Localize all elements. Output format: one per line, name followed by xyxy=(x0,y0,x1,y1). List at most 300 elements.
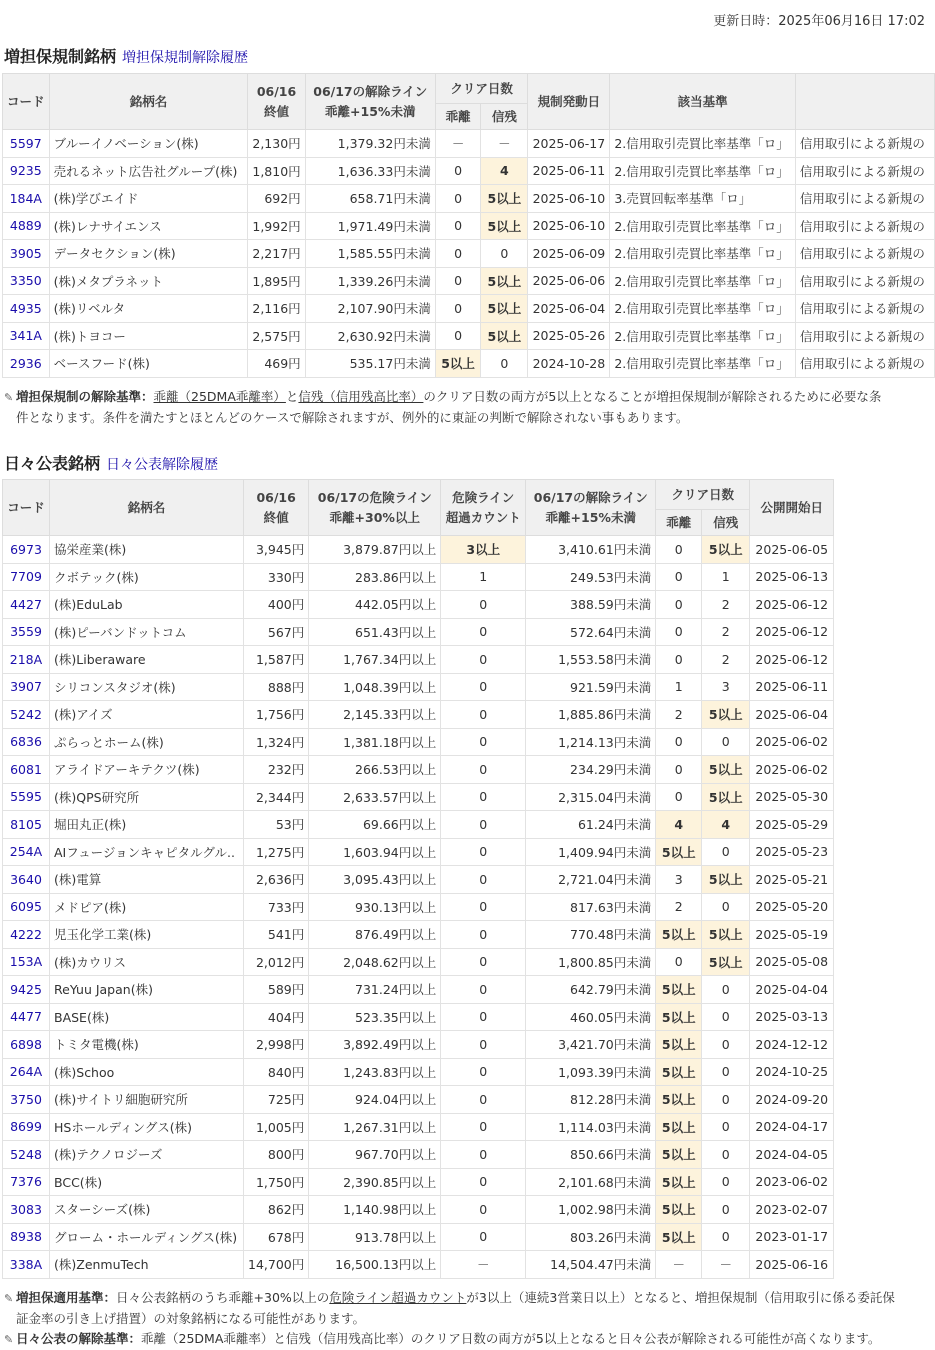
danger-line: 3,095.43円以上 xyxy=(309,866,441,894)
stock-code-link[interactable]: 6898 xyxy=(3,1031,50,1059)
shinzan-days: 0 xyxy=(702,1113,750,1141)
criteria: 2.信用取引売買比率基準「ロ」 xyxy=(610,157,796,185)
shinzan-days: 0 xyxy=(702,1168,750,1196)
kairi-days: 0 xyxy=(656,646,702,674)
stock-name: データセクション(株) xyxy=(49,240,248,268)
close-price: 541円 xyxy=(244,921,309,949)
regulation-note: 信用取引による新規の xyxy=(795,130,934,158)
regulation-note: 信用取引による新規の xyxy=(795,267,934,295)
table-row xyxy=(3,948,834,976)
release-line: 2,721.04円未満 xyxy=(526,866,656,894)
disclosure-date: 2024-04-05 xyxy=(750,1141,834,1169)
stock-name: (株)ピーバンドットコム xyxy=(50,618,244,646)
col2-count: 危険ライン 超過カウント xyxy=(441,480,526,536)
disclosure-date: 2025-05-30 xyxy=(750,783,834,811)
col2-danger-line: 06/17の危険ライン 乖離+30%以上 xyxy=(309,480,441,536)
col2-close: 06/16 終値 xyxy=(244,480,309,536)
kairi-days: － xyxy=(435,130,480,158)
criteria: 3.売買回転率基準「ロ」 xyxy=(610,185,796,213)
danger-count: 0 xyxy=(441,1168,526,1196)
disclosure-date: 2025-06-12 xyxy=(750,618,834,646)
stock-code-link[interactable]: 338A xyxy=(3,1251,50,1279)
table-row xyxy=(3,350,935,378)
stock-code-link[interactable]: 153A xyxy=(3,948,50,976)
col-criteria: 該当基準 xyxy=(610,74,796,130)
release-line: 1,553.58円未満 xyxy=(526,646,656,674)
release-line: 817.63円未満 xyxy=(526,893,656,921)
kairi-days: 2 xyxy=(656,701,702,729)
release-line: 1,339.26円未満 xyxy=(305,267,435,295)
close-price: 862円 xyxy=(244,1196,309,1224)
regulation-date: 2025-06-17 xyxy=(528,130,610,158)
close-price: 14,700円 xyxy=(244,1251,309,1279)
close-price: 2,217円 xyxy=(248,240,305,268)
col-clear-days: クリア日数 xyxy=(435,74,528,104)
stock-name: (株)Schoo xyxy=(50,1058,244,1086)
col2-name: 銘柄名 xyxy=(50,480,244,536)
stock-code-link[interactable]: 6095 xyxy=(3,893,50,921)
stock-code-link[interactable]: 184A xyxy=(3,185,50,213)
table-row xyxy=(3,240,935,268)
shinzan-days: 2 xyxy=(702,646,750,674)
stock-name: トミタ電機(株) xyxy=(50,1031,244,1059)
kairi-days: 5以上 xyxy=(656,1168,702,1196)
table-row xyxy=(3,157,935,185)
kairi-days: 5以上 xyxy=(435,350,480,378)
close-price: 1,992円 xyxy=(248,212,305,240)
danger-count: 0 xyxy=(441,646,526,674)
stock-code-link[interactable]: 9425 xyxy=(3,976,50,1004)
kairi-days: 5以上 xyxy=(656,976,702,1004)
regulation-date: 2025-06-10 xyxy=(528,185,610,213)
close-price: 692円 xyxy=(248,185,305,213)
stock-code-link[interactable]: 2936 xyxy=(3,350,50,378)
margin-regulation-table xyxy=(2,73,935,378)
release-line: 1,379.32円未満 xyxy=(305,130,435,158)
stock-code-link[interactable]: 218A xyxy=(3,646,50,674)
close-price: 1,275円 xyxy=(244,838,309,866)
stock-name: 児玉化学工業(株) xyxy=(50,921,244,949)
release-line: 1,800.85円未満 xyxy=(526,948,656,976)
danger-count: 0 xyxy=(441,1141,526,1169)
close-price: 1,895円 xyxy=(248,267,305,295)
close-price: 53円 xyxy=(244,811,309,839)
stock-code-link[interactable]: 6973 xyxy=(3,536,50,564)
stock-code-link[interactable]: 341A xyxy=(3,322,50,350)
danger-count: 0 xyxy=(441,1058,526,1086)
section2-history-link[interactable]: 日々公表解除履歴 xyxy=(106,457,219,473)
section2-note: ✎ 増担保適用基準：日々公表銘柄のうち乖離+30%以上の危険ライン超過カウントが3以上（連続3営業日以上）となると、増担保規制（信用取引に係る委託保 証金率の引き上げ措置）の対象銘柄になる可能性があります。 ✎ 日々公表の解除基準：乖離（25DMA乖離率）と信残（信用残高比率）のクリア日数の両方が5以上となると日々公表が解除される可能性が高くなります。 xyxy=(4,1288,929,1350)
table-row xyxy=(3,185,935,213)
kairi-days: 0 xyxy=(435,322,480,350)
shinzan-days: 5以上 xyxy=(481,295,528,323)
table-row xyxy=(3,295,935,323)
table-row xyxy=(3,893,834,921)
pencil-icon: ✎ xyxy=(4,1333,14,1346)
shinzan-days: 0 xyxy=(481,240,528,268)
release-line: 388.59円未満 xyxy=(526,591,656,619)
table-row xyxy=(3,536,834,564)
stock-code-link[interactable]: 254A xyxy=(3,838,50,866)
stock-code-link[interactable]: 5597 xyxy=(3,130,50,158)
kairi-days: 0 xyxy=(656,728,702,756)
criteria: 2.信用取引売買比率基準「ロ」 xyxy=(610,295,796,323)
col2-date: 公開開始日 xyxy=(750,480,834,536)
table-row xyxy=(3,267,935,295)
stock-code-link[interactable]: 7709 xyxy=(3,563,50,591)
danger-count: 0 xyxy=(441,1086,526,1114)
stock-code-link[interactable]: 3083 xyxy=(3,1196,50,1224)
table-row xyxy=(3,322,935,350)
stock-name: 堀田丸正(株) xyxy=(50,811,244,839)
release-line: 1,002.98円未満 xyxy=(526,1196,656,1224)
release-line: 3,410.61円未満 xyxy=(526,536,656,564)
stock-name: (株)カウリス xyxy=(50,948,244,976)
danger-line: 924.04円以上 xyxy=(309,1086,441,1114)
danger-count: 0 xyxy=(441,811,526,839)
stock-name: グローム・ホールディングス(株) xyxy=(50,1223,244,1251)
kairi-days: 0 xyxy=(435,295,480,323)
release-line: 812.28円未満 xyxy=(526,1086,656,1114)
stock-code-link[interactable]: 4889 xyxy=(3,212,50,240)
section2-title xyxy=(4,451,218,474)
regulation-note: 信用取引による新規の xyxy=(795,157,934,185)
stock-name: ぷらっとホーム(株) xyxy=(50,728,244,756)
release-line: 642.79円未満 xyxy=(526,976,656,1004)
release-line: 14,504.47円未満 xyxy=(526,1251,656,1279)
kairi-days: 5以上 xyxy=(656,1223,702,1251)
stock-name: (株)サイトリ細胞研究所 xyxy=(50,1086,244,1114)
shinzan-days: 0 xyxy=(702,1223,750,1251)
release-line: 2,107.90円未満 xyxy=(305,295,435,323)
table-row xyxy=(3,563,834,591)
stock-code-link[interactable]: 3905 xyxy=(3,240,50,268)
regulation-note: 信用取引による新規の xyxy=(795,240,934,268)
kairi-days: 5以上 xyxy=(656,1003,702,1031)
danger-line: 876.49円以上 xyxy=(309,921,441,949)
stock-name: (株)レナサイエンス xyxy=(49,212,248,240)
close-price: 800円 xyxy=(244,1141,309,1169)
close-price: 404円 xyxy=(244,1003,309,1031)
table-row xyxy=(3,866,834,894)
stock-name: (株)テクノロジーズ xyxy=(50,1141,244,1169)
shinzan-link[interactable]: 信残（信用残高比率） xyxy=(298,389,424,404)
col-release-line: 06/17の解除ライン 乖離+15%未満 xyxy=(305,74,435,130)
kairi-days: 0 xyxy=(656,536,702,564)
stock-name: (株)リベルタ xyxy=(49,295,248,323)
regulation-note: 信用取引による新規の xyxy=(795,322,934,350)
kairi-days: 0 xyxy=(656,563,702,591)
stock-code-link[interactable]: 8938 xyxy=(3,1223,50,1251)
updated-timestamp: 更新日時：2025年06月16日 17:02 xyxy=(713,14,925,29)
section1-title xyxy=(4,44,248,67)
disclosure-date: 2025-05-29 xyxy=(750,811,834,839)
disclosure-date: 2025-05-20 xyxy=(750,893,834,921)
kairi-days: 5以上 xyxy=(656,1141,702,1169)
regulation-date: 2025-06-10 xyxy=(528,212,610,240)
stock-name: 売れるネット広告社グループ(株) xyxy=(49,157,248,185)
table-row xyxy=(3,811,834,839)
close-price: 2,998円 xyxy=(244,1031,309,1059)
regulation-date: 2025-06-11 xyxy=(528,157,610,185)
danger-count: 0 xyxy=(441,1031,526,1059)
table-row xyxy=(3,1086,834,1114)
kairi-days: 0 xyxy=(656,948,702,976)
regulation-note: 信用取引による新規の xyxy=(795,295,934,323)
stock-code-link[interactable]: 3907 xyxy=(3,673,50,701)
shinzan-days: 5以上 xyxy=(481,185,528,213)
close-price: 400円 xyxy=(244,591,309,619)
table-row xyxy=(3,130,935,158)
stock-code-link[interactable]: 3559 xyxy=(3,618,50,646)
stock-name: (株)アイズ xyxy=(50,701,244,729)
danger-count: 0 xyxy=(441,976,526,1004)
pencil-icon: ✎ xyxy=(4,1292,14,1305)
danger-line: 1,140.98円以上 xyxy=(309,1196,441,1224)
close-price: 2,116円 xyxy=(248,295,305,323)
stock-code-link[interactable]: 5595 xyxy=(3,783,50,811)
release-line: 460.05円未満 xyxy=(526,1003,656,1031)
stock-name: BASE(株) xyxy=(50,1003,244,1031)
release-line: 572.64円未満 xyxy=(526,618,656,646)
disclosure-date: 2024-10-25 xyxy=(750,1058,834,1086)
shinzan-days: 5以上 xyxy=(702,783,750,811)
regulation-date: 2025-06-06 xyxy=(528,267,610,295)
shinzan-days: 0 xyxy=(702,1086,750,1114)
col2-shinzan: 信残 xyxy=(702,510,750,536)
table-row xyxy=(3,212,935,240)
table-row xyxy=(3,1058,834,1086)
shinzan-days: 5以上 xyxy=(481,267,528,295)
release-line: 1,093.39円未満 xyxy=(526,1058,656,1086)
table-row xyxy=(3,921,834,949)
disclosure-date: 2023-01-17 xyxy=(750,1223,834,1251)
table-row xyxy=(3,976,834,1004)
shinzan-days: 0 xyxy=(702,1031,750,1059)
close-price: 725円 xyxy=(244,1086,309,1114)
stock-code-link[interactable]: 4935 xyxy=(3,295,50,323)
stock-code-link[interactable]: 5248 xyxy=(3,1141,50,1169)
release-line: 3,421.70円未満 xyxy=(526,1031,656,1059)
release-line: 2,315.04円未満 xyxy=(526,783,656,811)
stock-code-link[interactable]: 5242 xyxy=(3,701,50,729)
col-shinzan: 信残 xyxy=(481,104,528,130)
danger-count: 0 xyxy=(441,701,526,729)
kairi-days: 4 xyxy=(656,811,702,839)
danger-line: 2,390.85円以上 xyxy=(309,1168,441,1196)
disclosure-date: 2025-05-08 xyxy=(750,948,834,976)
danger-line: 1,048.39円以上 xyxy=(309,673,441,701)
shinzan-days: 5以上 xyxy=(702,921,750,949)
danger-count: 0 xyxy=(441,728,526,756)
stock-code-link[interactable]: 4427 xyxy=(3,591,50,619)
stock-code-link[interactable]: 3640 xyxy=(3,866,50,894)
kairi-days: 0 xyxy=(656,783,702,811)
release-line: 1,971.49円未満 xyxy=(305,212,435,240)
release-line: 803.26円未満 xyxy=(526,1223,656,1251)
danger-line: 3,879.87円以上 xyxy=(309,536,441,564)
disclosure-date: 2024-04-17 xyxy=(750,1113,834,1141)
col-extra xyxy=(795,74,934,130)
stock-name: (株)ZenmuTech xyxy=(50,1251,244,1279)
regulation-note: 信用取引による新規の xyxy=(795,350,934,378)
danger-line: 967.70円以上 xyxy=(309,1141,441,1169)
disclosure-date: 2025-06-12 xyxy=(750,646,834,674)
table-row xyxy=(3,1251,834,1279)
shinzan-days: 3 xyxy=(702,673,750,701)
danger-count: 0 xyxy=(441,838,526,866)
danger-count: 0 xyxy=(441,1113,526,1141)
shinzan-days: 5以上 xyxy=(702,701,750,729)
shinzan-days: 2 xyxy=(702,591,750,619)
kairi-days: 0 xyxy=(435,212,480,240)
table-row xyxy=(3,1141,834,1169)
shinzan-days: 5以上 xyxy=(481,322,528,350)
kairi-link[interactable]: 乖離（25DMA乖離率） xyxy=(153,389,286,404)
stock-name: ブルーイノベーション(株) xyxy=(49,130,248,158)
danger-count: 0 xyxy=(441,893,526,921)
danger-line: 651.43円以上 xyxy=(309,618,441,646)
kairi-days: 0 xyxy=(656,591,702,619)
close-price: 1,810円 xyxy=(248,157,305,185)
release-line: 61.24円未満 xyxy=(526,811,656,839)
disclosure-date: 2025-06-02 xyxy=(750,756,834,784)
disclosure-date: 2025-03-13 xyxy=(750,1003,834,1031)
close-price: 232円 xyxy=(244,756,309,784)
kairi-days: 5以上 xyxy=(656,838,702,866)
danger-line: 2,145.33円以上 xyxy=(309,701,441,729)
stock-name: クボテック(株) xyxy=(50,563,244,591)
disclosure-date: 2025-05-23 xyxy=(750,838,834,866)
stock-code-link[interactable]: 4477 xyxy=(3,1003,50,1031)
stock-code-link[interactable]: 8105 xyxy=(3,811,50,839)
stock-name: メドピア(株) xyxy=(50,893,244,921)
danger-line: 1,381.18円以上 xyxy=(309,728,441,756)
stock-name: スターシーズ(株) xyxy=(50,1196,244,1224)
danger-line: 2,633.57円以上 xyxy=(309,783,441,811)
shinzan-days: 0 xyxy=(702,1003,750,1031)
kairi-days: 5以上 xyxy=(656,921,702,949)
table-row xyxy=(3,1003,834,1031)
danger-count-link[interactable]: 危険ライン超過カウント xyxy=(329,1290,467,1305)
close-price: 469円 xyxy=(248,350,305,378)
close-price: 2,636円 xyxy=(244,866,309,894)
danger-count: 0 xyxy=(441,921,526,949)
close-price: 678円 xyxy=(244,1223,309,1251)
criteria: 2.信用取引売買比率基準「ロ」 xyxy=(610,267,796,295)
col2-kairi: 乖離 xyxy=(656,510,702,536)
shinzan-days: 2 xyxy=(702,618,750,646)
table-row xyxy=(3,1196,834,1224)
close-price: 1,005円 xyxy=(244,1113,309,1141)
section1-history-link[interactable]: 増担保規制解除履歴 xyxy=(122,50,249,66)
release-line: 850.66円未満 xyxy=(526,1141,656,1169)
danger-count: 0 xyxy=(441,618,526,646)
shinzan-days: － xyxy=(481,130,528,158)
disclosure-date: 2025-06-13 xyxy=(750,563,834,591)
danger-line: 523.35円以上 xyxy=(309,1003,441,1031)
shinzan-days: 5以上 xyxy=(702,948,750,976)
stock-code-link[interactable]: 4222 xyxy=(3,921,50,949)
col2-release-line: 06/17の解除ライン 乖離+15%未満 xyxy=(526,480,656,536)
table-row xyxy=(3,1168,834,1196)
shinzan-days: 1 xyxy=(702,563,750,591)
danger-line: 1,267.31円以上 xyxy=(309,1113,441,1141)
danger-count: 0 xyxy=(441,1223,526,1251)
stock-code-link[interactable]: 7376 xyxy=(3,1168,50,1196)
release-line: 658.71円未満 xyxy=(305,185,435,213)
regulation-note: 信用取引による新規の xyxy=(795,185,934,213)
close-price: 733円 xyxy=(244,893,309,921)
danger-line: 283.86円以上 xyxy=(309,563,441,591)
stock-code-link[interactable]: 6081 xyxy=(3,756,50,784)
table-row xyxy=(3,756,834,784)
stock-code-link[interactable]: 264A xyxy=(3,1058,50,1086)
danger-line: 930.13円以上 xyxy=(309,893,441,921)
shinzan-days: 0 xyxy=(702,1196,750,1224)
close-price: 2,012円 xyxy=(244,948,309,976)
col-code: コード xyxy=(3,74,50,130)
stock-code-link[interactable]: 3750 xyxy=(3,1086,50,1114)
stock-code-link[interactable]: 8699 xyxy=(3,1113,50,1141)
release-line: 1,636.33円未満 xyxy=(305,157,435,185)
stock-name: ReYuu Japan(株) xyxy=(50,976,244,1004)
disclosure-date: 2024-12-12 xyxy=(750,1031,834,1059)
release-line: 1,114.03円未満 xyxy=(526,1113,656,1141)
shinzan-days: 0 xyxy=(702,838,750,866)
release-line: 234.29円未満 xyxy=(526,756,656,784)
stock-code-link[interactable]: 6836 xyxy=(3,728,50,756)
col-close: 06/16 終値 xyxy=(248,74,305,130)
pencil-icon: ✎ xyxy=(4,391,14,404)
table-row xyxy=(3,1223,834,1251)
danger-line: 731.24円以上 xyxy=(309,976,441,1004)
stock-name: BCC(株) xyxy=(50,1168,244,1196)
close-price: 2,575円 xyxy=(248,322,305,350)
release-line: 1,585.55円未満 xyxy=(305,240,435,268)
danger-count: 0 xyxy=(441,1196,526,1224)
stock-name: (株)学びエイド xyxy=(49,185,248,213)
danger-count: 0 xyxy=(441,756,526,784)
release-line: 535.17円未満 xyxy=(305,350,435,378)
danger-line: 442.05円以上 xyxy=(309,591,441,619)
disclosure-date: 2025-06-02 xyxy=(750,728,834,756)
stock-code-link[interactable]: 3350 xyxy=(3,267,50,295)
section1-note: ✎ 増担保規制の解除基準：乖離（25DMA乖離率）と信残（信用残高比率）のクリア日数の両方が5以上となることが増担保規制が解除されるために必要な条 件となります。条件を満たすとほとんどのケースで解除されますが、例外的に東証の判断で解除されない事もあります。 xyxy=(4,389,882,425)
stock-name: (株)電算 xyxy=(50,866,244,894)
regulation-date: 2025-06-09 xyxy=(528,240,610,268)
disclosure-date: 2025-04-04 xyxy=(750,976,834,1004)
stock-code-link[interactable]: 9235 xyxy=(3,157,50,185)
close-price: 1,324円 xyxy=(244,728,309,756)
danger-line: 913.78円以上 xyxy=(309,1223,441,1251)
kairi-days: － xyxy=(656,1251,702,1279)
disclosure-date: 2025-06-05 xyxy=(750,536,834,564)
kairi-days: 1 xyxy=(656,673,702,701)
kairi-days: 5以上 xyxy=(656,1058,702,1086)
regulation-date: 2024-10-28 xyxy=(528,350,610,378)
kairi-days: 0 xyxy=(435,240,480,268)
disclosure-date: 2025-05-19 xyxy=(750,921,834,949)
criteria: 2.信用取引売買比率基準「ロ」 xyxy=(610,212,796,240)
stock-name: ベースフード(株) xyxy=(49,350,248,378)
kairi-days: 3 xyxy=(656,866,702,894)
criteria: 2.信用取引売買比率基準「ロ」 xyxy=(610,350,796,378)
release-line: 249.53円未満 xyxy=(526,563,656,591)
shinzan-days: 0 xyxy=(481,350,528,378)
close-price: 589円 xyxy=(244,976,309,1004)
danger-line: 266.53円以上 xyxy=(309,756,441,784)
